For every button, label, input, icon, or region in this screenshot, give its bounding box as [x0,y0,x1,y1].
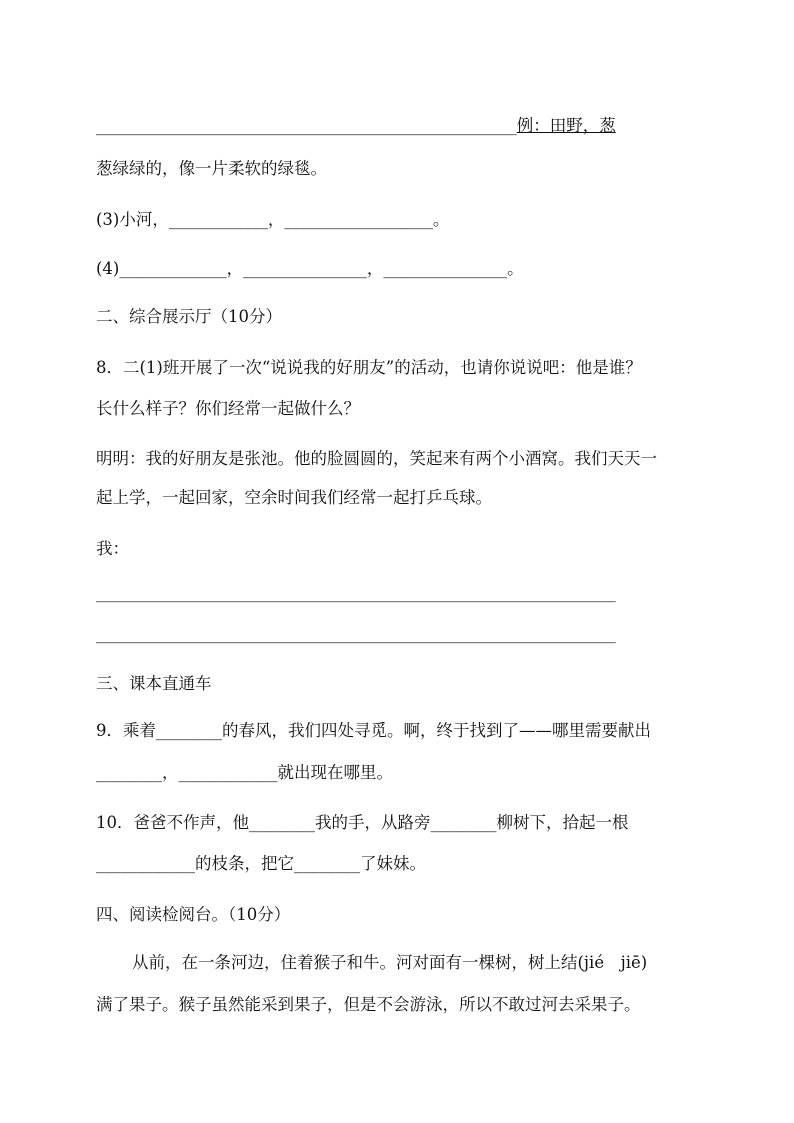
q8-prompt-line2: 长什么样子？你们经常一起做什么？ [96,399,360,418]
example-continuation: 葱绿绿的，像一片柔软的绿毯。 [96,159,327,178]
section-2-heading: 二、综合展示厅（10分） [96,307,282,326]
passage-line1: 从前，在一条河边，住着猴子和牛。河对面有一棵树，树上结(jié jiē) [132,953,648,972]
answer-line-1[interactable]: _______________________________________________________________ [96,583,616,602]
me-label: 我： [96,539,129,558]
item-4: (4)_____________，_______________，_______________。 [96,259,524,278]
q9-line1: 9．乘着________的春风，我们四处寻觅。啊，终于找到了——哪里需要献出 [96,721,651,740]
example-lead: 例：田野，葱 [516,116,616,135]
item-3-xiaohe: (3)小河，____________，__________________。 [96,210,450,229]
q10-line1: 10．爸爸不作声，他________我的手，从路旁________柳树下，拾起一根 [96,813,629,832]
section-4-heading: 四、阅读检阅台。（10分） [96,905,291,924]
answer-line-2[interactable]: _______________________________________________________________ [96,624,616,643]
section-3-heading: 三、课本直通车 [96,674,212,693]
mingming-example-line1: 明明：我的好朋友是张池。他的脸圆圆的，笑起来有两个小酒窝。我们天天一 [96,449,657,468]
example-blank: ___________________________________________________ [96,116,517,135]
q9-line2: ________，____________就出现在哪里。 [96,763,393,782]
mingming-example-line2: 起上学，一起回家，空余时间我们经常一起打乒乓球。 [96,488,492,507]
line-example [96,115,616,137]
passage-line2: 满了果子。猴子虽然能采到果子，但是不会游泳，所以不敢过河去采果子。 [96,995,641,1014]
q10-line2: ____________的枝条，把它________了妹妹。 [96,854,426,873]
q8-prompt-line1: 8．二(1)班开展了一次“说说我的好朋友”的活动，也请你说说吧：他是谁？ [96,358,642,377]
